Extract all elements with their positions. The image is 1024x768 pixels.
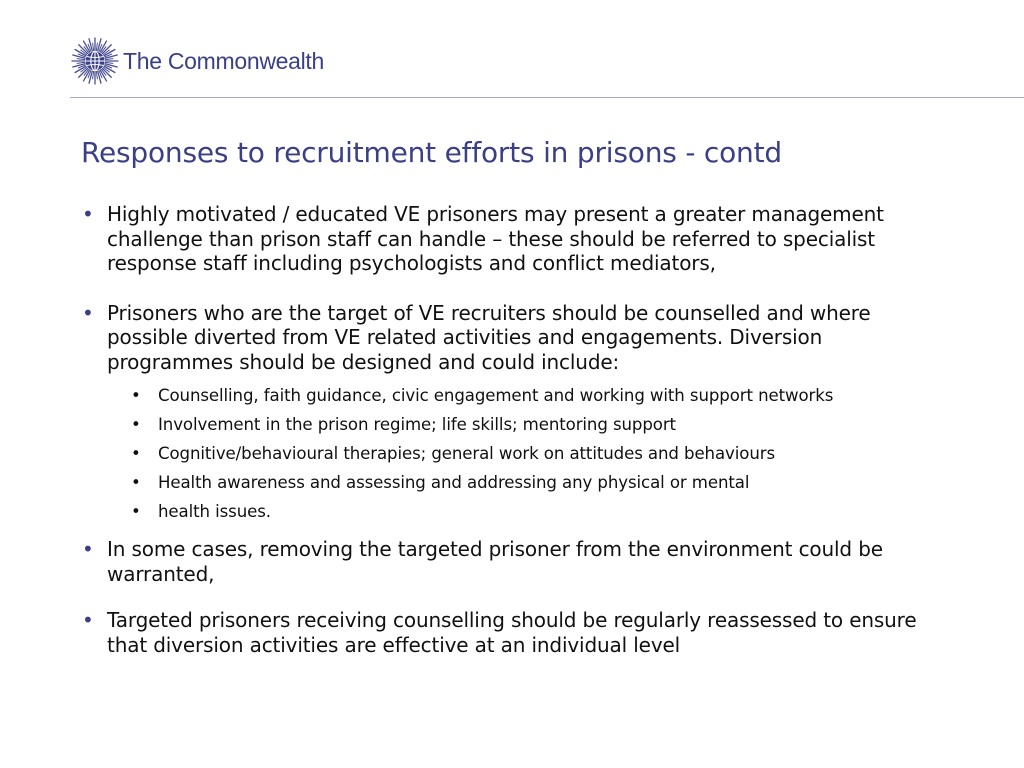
bullet-marker: • [82, 608, 94, 632]
bullet-item [82, 537, 952, 586]
sub-bullet-item [131, 444, 952, 464]
sub-bullet-text: Counselling, faith guidance, civic engagement and working with support networks [158, 386, 834, 405]
slide-content [82, 202, 952, 657]
bullet-item [82, 202, 952, 276]
bullet-item [82, 608, 952, 657]
slide-title: Responses to recruitment efforts in prisons - contd [81, 136, 782, 169]
sub-bullet-text: Involvement in the prison regime; life skills; mentoring support [158, 415, 676, 434]
bullet-text: Highly motivated / educated VE prisoners may present a greater management challenge than prison staff can handle – these should be referred to specialist response staff including psychologists and conflict mediators, [107, 202, 884, 275]
sub-bullet-marker: • [131, 502, 141, 521]
bullet-item [82, 301, 952, 375]
sub-bullet-list [131, 386, 952, 522]
sub-bullet-marker: • [131, 415, 141, 434]
bullet-marker: • [82, 202, 94, 226]
sub-bullet-item [131, 415, 952, 435]
sub-bullet-text: Cognitive/behavioural therapies; general work on attitudes and behaviours [158, 444, 776, 463]
commonwealth-logo [70, 35, 324, 87]
bullet-text: Prisoners who are the target of VE recruiters should be counselled and where possible diverted from VE related activities and engagements. Diversion programmes should be designed and could include: [107, 300, 871, 374]
sub-bullet-marker: • [131, 444, 141, 463]
commonwealth-emblem-icon [70, 36, 120, 86]
sub-bullet-item [131, 473, 952, 493]
logo-text: The Commonwealth [123, 47, 325, 74]
bullet-marker: • [82, 300, 94, 325]
sub-bullet-marker: • [131, 473, 141, 492]
sub-bullet-item [131, 386, 952, 406]
bullet-text: In some cases, removing the targeted prisoner from the environment could be warranted, [107, 537, 883, 586]
sub-bullet-text: health issues. [158, 502, 271, 521]
header-divider [70, 97, 1024, 98]
sub-bullet-text: Health awareness and assessing and addressing any physical or mental [158, 473, 750, 492]
bullet-text: Targeted prisoners receiving counselling should be regularly reassessed to ensure that diversion activities are effective at an individual level [107, 608, 917, 657]
bullet-marker: • [82, 537, 94, 561]
sub-bullet-item [131, 502, 952, 522]
sub-bullet-marker: • [131, 386, 141, 405]
